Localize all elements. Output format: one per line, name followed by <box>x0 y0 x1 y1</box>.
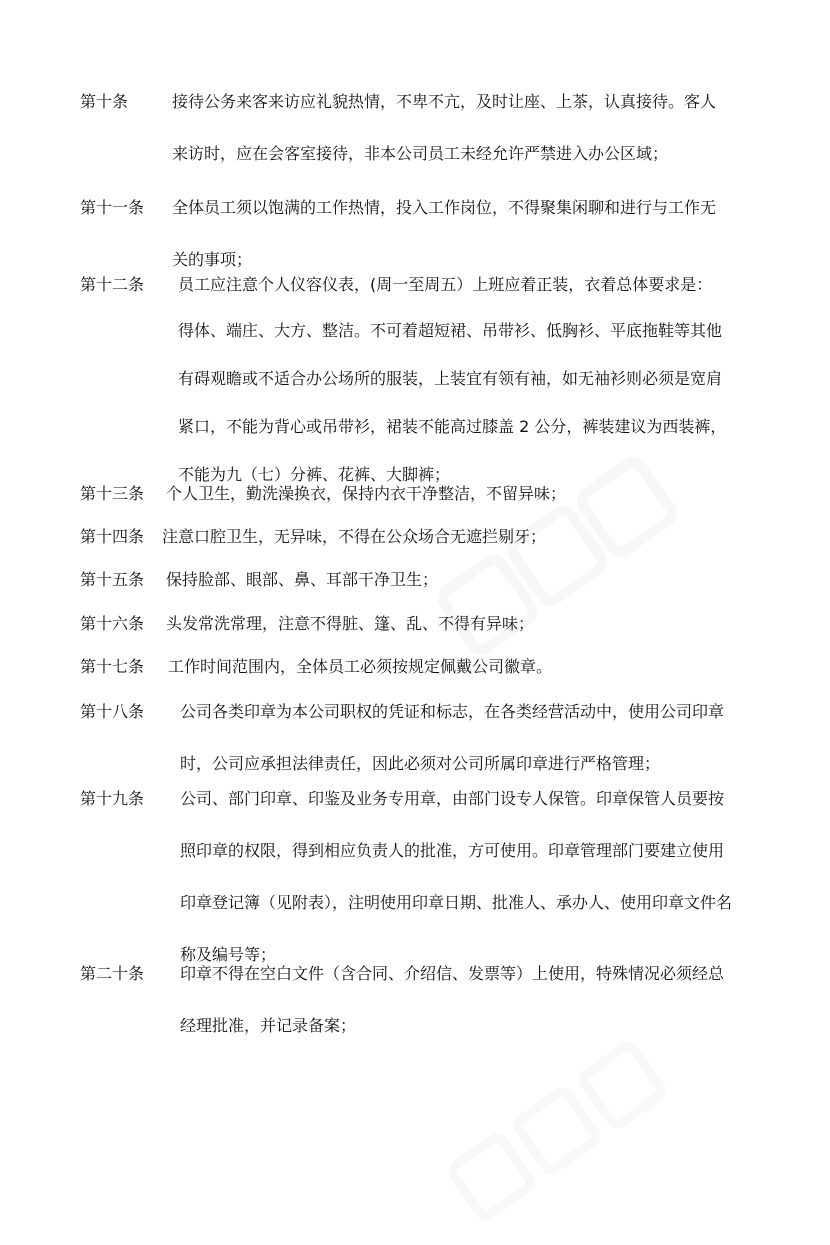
article-line: 注意口腔卫生，无异味，不得在公众场合无遮拦剔牙； <box>162 527 547 546</box>
article-number: 第十二条 <box>80 275 145 294</box>
article-line: 个人卫生，勤洗澡换衣，保持内衣干净整洁，不留异味； <box>166 484 567 503</box>
article-line: 得体、端庄、大方、整洁。不可着超短裙、吊带衫、低胸衫、平底拖鞋等其他 <box>178 321 723 340</box>
article-text <box>178 259 758 501</box>
article-line: 头发常洗常理，注意不得脏、篷、乱、不得有异味； <box>166 614 535 633</box>
article-line: 有碍观瞻或不适合办公场所的服装，上装宜有领有袖，如无袖衫则必须是宽肩 <box>178 369 723 388</box>
article-text <box>172 76 752 180</box>
article-text <box>180 948 760 1052</box>
article-number: 第十九条 <box>80 789 145 808</box>
article-number: 第十四条 <box>80 527 145 546</box>
article-line: 工作时间范围内，全体员工必须按规定佩戴公司徽章。 <box>168 657 553 676</box>
article-number: 第十八条 <box>80 702 145 721</box>
article-line: 保持脸部、眼部、鼻、耳部干净卫生； <box>166 570 439 589</box>
article-line: 接待公务来客来访应礼貌热情，不卑不亢，及时让座、上茶，认真接待。客人 <box>172 92 717 111</box>
article-number: 第十六条 <box>80 614 145 633</box>
article-line: 公司、部门印章、印鉴及业务专用章，由部门设专人保管。印章保管人员要按 <box>180 789 725 808</box>
article-number: 第十三条 <box>80 484 145 503</box>
article-line: 印章登记簿（见附表），注明使用印章日期、批准人、承办人、使用印章文件名 <box>180 893 733 912</box>
article-line: 不能为九（七）分裤、花裤、大脚裤； <box>178 465 451 484</box>
article-line: 公司各类印章为本公司职权的凭证和标志，在各类经营活动中，使用公司印章 <box>180 702 725 721</box>
article-line: 时，公司应承担法律责任，因此必须对公司所属印章进行严格管理； <box>180 754 661 773</box>
article-line: 照印章的权限，得到相应负责人的批准，方可使用。印章管理部门要建立使用 <box>180 841 725 860</box>
article-line: 紧口，不能为背心或吊带衫，裙装不能高过膝盖 2 公分，裤装建议为西装裤， <box>178 417 727 436</box>
article-line: 全体员工须以饱满的工作热情，投入工作岗位，不得聚集闲聊和进行与工作无 <box>172 198 717 217</box>
article-number: 第二十条 <box>80 964 145 983</box>
article-line: 关的事项； <box>172 250 253 269</box>
article-line: 经理批准，并记录备案； <box>180 1016 357 1035</box>
article-number: 第十七条 <box>80 657 145 676</box>
article-line: 员工应注意个人仪容仪表，(周一至周五）上班应着正装，衣着总体要求是： <box>178 275 713 294</box>
article-line: 来访时，应在会客室接待，非本公司员工未经允许严禁进入办公区域； <box>172 144 669 163</box>
article-number: 第十条 <box>80 92 129 111</box>
watermark-graphic <box>433 1025 687 1245</box>
article-line: 印章不得在空白文件（含合同、介绍信、发票等）上使用，特殊情况必须经总 <box>180 964 725 983</box>
article-number: 第十五条 <box>80 570 145 589</box>
article-line: 称及编号等； <box>180 945 277 964</box>
article-number: 第十一条 <box>80 198 145 217</box>
